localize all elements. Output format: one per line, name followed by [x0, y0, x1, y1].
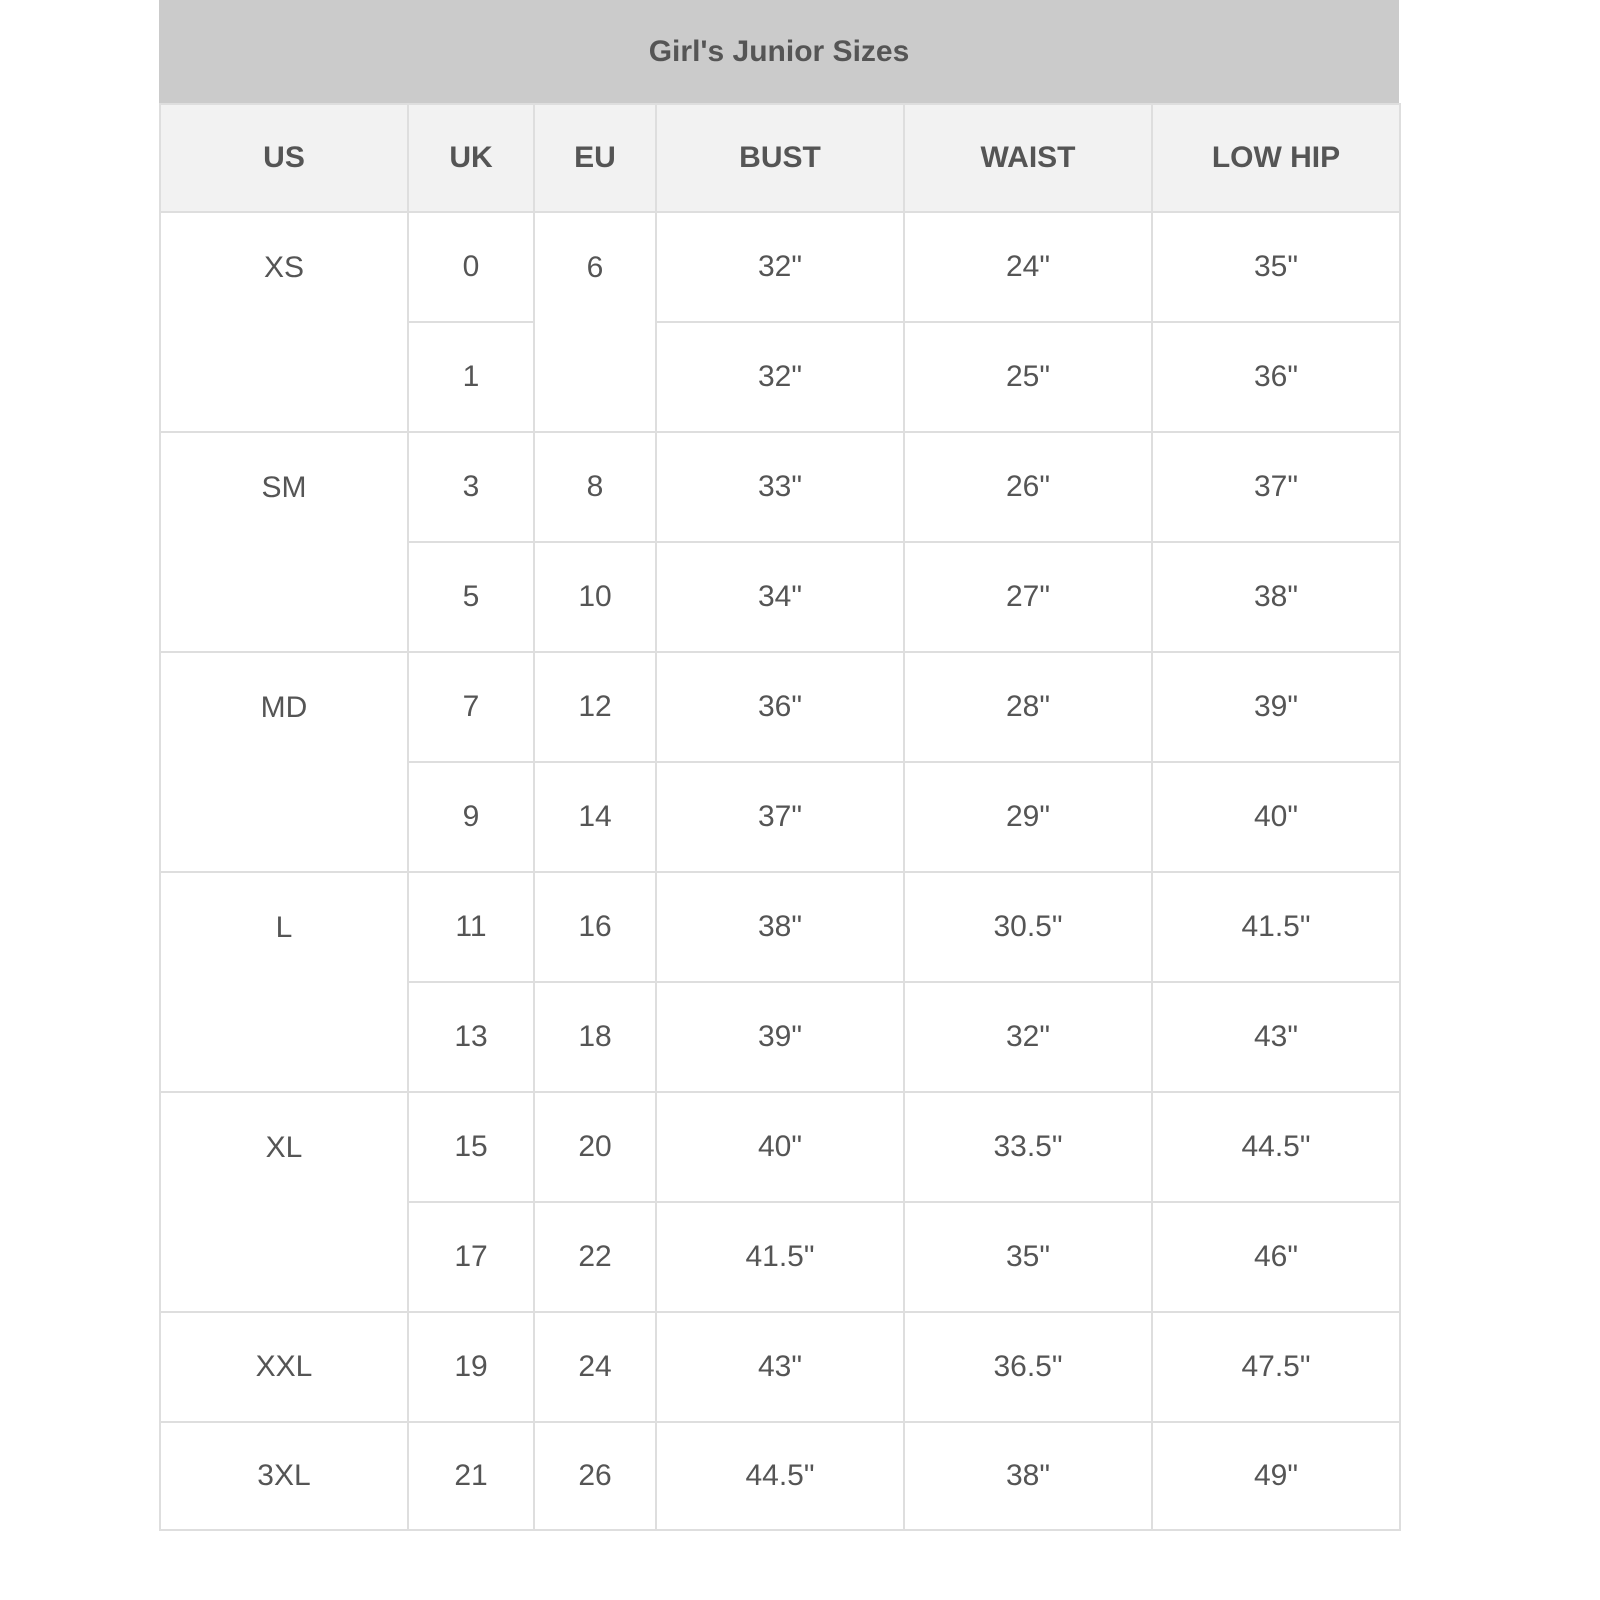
low-hip-cell: 39" [1152, 652, 1400, 762]
low-hip-cell: 44.5" [1152, 1092, 1400, 1202]
low-hip-cell: 38" [1152, 542, 1400, 652]
waist-cell: 26" [904, 432, 1152, 542]
waist-cell: 38" [904, 1422, 1152, 1530]
bust-cell: 36" [656, 652, 904, 762]
header-row [160, 104, 1400, 212]
bust-cell: 32" [656, 322, 904, 432]
waist-cell: 25" [904, 322, 1152, 432]
low-hip-cell: 46" [1152, 1202, 1400, 1312]
header-waist: WAIST [904, 104, 1152, 212]
size-table [159, 103, 1401, 1531]
bust-cell: 41.5" [656, 1202, 904, 1312]
eu-size-cell: 6 [534, 212, 656, 432]
eu-size-cell: 16 [534, 872, 656, 982]
low-hip-cell: 35" [1152, 212, 1400, 322]
us-size-cell: MD [160, 652, 408, 872]
bust-cell: 32" [656, 212, 904, 322]
us-size-cell: XS [160, 212, 408, 432]
eu-size-cell: 22 [534, 1202, 656, 1312]
bust-cell: 44.5" [656, 1422, 904, 1530]
uk-size-cell: 21 [408, 1422, 534, 1530]
eu-size-cell: 12 [534, 652, 656, 762]
header-eu: EU [534, 104, 656, 212]
table-row [160, 1422, 1400, 1530]
eu-size-cell: 20 [534, 1092, 656, 1202]
bust-cell: 34" [656, 542, 904, 652]
table-row [160, 212, 1400, 322]
eu-size-cell: 18 [534, 982, 656, 1092]
header-us: US [160, 104, 408, 212]
us-size-cell: L [160, 872, 408, 1092]
eu-size-cell: 10 [534, 542, 656, 652]
header-low-hip: LOW HIP [1152, 104, 1400, 212]
bust-cell: 43" [656, 1312, 904, 1422]
table-row [160, 872, 1400, 982]
waist-cell: 29" [904, 762, 1152, 872]
waist-cell: 28" [904, 652, 1152, 762]
eu-size-cell: 8 [534, 432, 656, 542]
us-size-cell: XL [160, 1092, 408, 1312]
uk-size-cell: 11 [408, 872, 534, 982]
waist-cell: 36.5" [904, 1312, 1152, 1422]
uk-size-cell: 3 [408, 432, 534, 542]
us-size-cell: SM [160, 432, 408, 652]
waist-cell: 24" [904, 212, 1152, 322]
uk-size-cell: 1 [408, 322, 534, 432]
uk-size-cell: 15 [408, 1092, 534, 1202]
bust-cell: 39" [656, 982, 904, 1092]
waist-cell: 32" [904, 982, 1152, 1092]
table-row [160, 432, 1400, 542]
header-bust: BUST [656, 104, 904, 212]
uk-size-cell: 0 [408, 212, 534, 322]
bust-cell: 33" [656, 432, 904, 542]
low-hip-cell: 47.5" [1152, 1312, 1400, 1422]
eu-size-cell: 26 [534, 1422, 656, 1530]
us-size-cell: XXL [160, 1312, 408, 1422]
table-row [160, 1312, 1400, 1422]
table-row [160, 652, 1400, 762]
waist-cell: 27" [904, 542, 1152, 652]
bust-cell: 37" [656, 762, 904, 872]
low-hip-cell: 37" [1152, 432, 1400, 542]
uk-size-cell: 19 [408, 1312, 534, 1422]
low-hip-cell: 36" [1152, 322, 1400, 432]
low-hip-cell: 49" [1152, 1422, 1400, 1530]
uk-size-cell: 9 [408, 762, 534, 872]
bust-cell: 38" [656, 872, 904, 982]
low-hip-cell: 41.5" [1152, 872, 1400, 982]
low-hip-cell: 40" [1152, 762, 1400, 872]
us-size-cell: 3XL [160, 1422, 408, 1530]
low-hip-cell: 43" [1152, 982, 1400, 1092]
bust-cell: 40" [656, 1092, 904, 1202]
chart-title: Girl's Junior Sizes [159, 0, 1399, 103]
waist-cell: 30.5" [904, 872, 1152, 982]
uk-size-cell: 17 [408, 1202, 534, 1312]
header-uk: UK [408, 104, 534, 212]
size-chart [159, 0, 1399, 1531]
uk-size-cell: 5 [408, 542, 534, 652]
eu-size-cell: 14 [534, 762, 656, 872]
waist-cell: 33.5" [904, 1092, 1152, 1202]
uk-size-cell: 13 [408, 982, 534, 1092]
table-row [160, 1092, 1400, 1202]
uk-size-cell: 7 [408, 652, 534, 762]
eu-size-cell: 24 [534, 1312, 656, 1422]
waist-cell: 35" [904, 1202, 1152, 1312]
